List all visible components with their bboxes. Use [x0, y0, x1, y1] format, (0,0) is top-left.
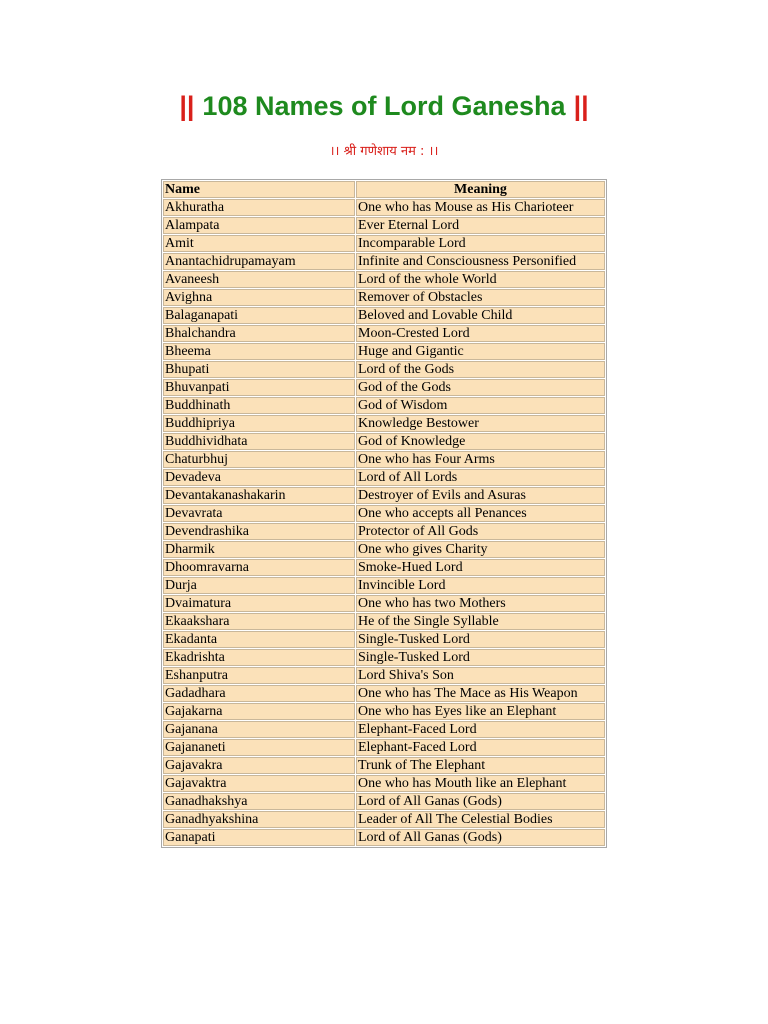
meaning-cell: God of the Gods — [356, 379, 605, 396]
meaning-cell: Single-Tusked Lord — [356, 631, 605, 648]
name-cell: Alampata — [163, 217, 355, 234]
meaning-cell: Single-Tusked Lord — [356, 649, 605, 666]
table-row — [163, 703, 605, 720]
name-cell: Gadadhara — [163, 685, 355, 702]
meaning-cell: One who has two Mothers — [356, 595, 605, 612]
name-cell: Devendrashika — [163, 523, 355, 540]
table-row — [163, 577, 605, 594]
name-cell: Ekadanta — [163, 631, 355, 648]
meaning-cell: One who has The Mace as His Weapon — [356, 685, 605, 702]
meaning-cell: Elephant-Faced Lord — [356, 721, 605, 738]
name-cell: Gajavaktra — [163, 775, 355, 792]
table-row — [163, 307, 605, 324]
meaning-cell: Knowledge Bestower — [356, 415, 605, 432]
name-cell: Dharmik — [163, 541, 355, 558]
name-cell: Ganadhakshya — [163, 793, 355, 810]
name-cell: Durja — [163, 577, 355, 594]
meaning-cell: Lord of All Ganas (Gods) — [356, 829, 605, 846]
name-cell: Ganapati — [163, 829, 355, 846]
name-cell: Avighna — [163, 289, 355, 306]
meaning-cell: Destroyer of Evils and Asuras — [356, 487, 605, 504]
table-row — [163, 469, 605, 486]
name-cell: Avaneesh — [163, 271, 355, 288]
table-row — [163, 289, 605, 306]
meaning-cell: God of Wisdom — [356, 397, 605, 414]
table-row — [163, 235, 605, 252]
table-row — [163, 829, 605, 846]
table-row — [163, 397, 605, 414]
table-row — [163, 685, 605, 702]
table-header-row — [163, 181, 605, 198]
name-cell: Dvaimatura — [163, 595, 355, 612]
table-row — [163, 559, 605, 576]
table-row — [163, 523, 605, 540]
meaning-cell: Huge and Gigantic — [356, 343, 605, 360]
meaning-cell: One who has Mouth like an Elephant — [356, 775, 605, 792]
table-row — [163, 415, 605, 432]
meaning-cell: Lord of the Gods — [356, 361, 605, 378]
table-row — [163, 739, 605, 756]
table-row — [163, 667, 605, 684]
table-row — [163, 271, 605, 288]
table-row — [163, 613, 605, 630]
meaning-cell: One who has Four Arms — [356, 451, 605, 468]
meaning-cell: Ever Eternal Lord — [356, 217, 605, 234]
meaning-cell: One who has Eyes like an Elephant — [356, 703, 605, 720]
meaning-cell: Lord Shiva's Son — [356, 667, 605, 684]
name-cell: Eshanputra — [163, 667, 355, 684]
name-cell: Bheema — [163, 343, 355, 360]
table-row — [163, 217, 605, 234]
name-cell: Balaganapati — [163, 307, 355, 324]
name-cell: Ekadrishta — [163, 649, 355, 666]
table-row — [163, 199, 605, 216]
meaning-cell: One who accepts all Penances — [356, 505, 605, 522]
name-cell: Buddhipriya — [163, 415, 355, 432]
name-cell: Amit — [163, 235, 355, 252]
table-row — [163, 361, 605, 378]
table-row — [163, 775, 605, 792]
table-row — [163, 595, 605, 612]
meaning-cell: Moon-Crested Lord — [356, 325, 605, 342]
table-row — [163, 631, 605, 648]
meaning-cell: He of the Single Syllable — [356, 613, 605, 630]
meaning-cell: Protector of All Gods — [356, 523, 605, 540]
meaning-cell: Leader of All The Celestial Bodies — [356, 811, 605, 828]
meaning-cell: Elephant-Faced Lord — [356, 739, 605, 756]
name-cell: Bhupati — [163, 361, 355, 378]
meaning-cell: Lord of All Lords — [356, 469, 605, 486]
table-row — [163, 721, 605, 738]
meaning-cell: God of Knowledge — [356, 433, 605, 450]
meaning-cell: Lord of the whole World — [356, 271, 605, 288]
table-row — [163, 379, 605, 396]
name-cell: Ekaakshara — [163, 613, 355, 630]
name-cell: Bhuvanpati — [163, 379, 355, 396]
table-row — [163, 811, 605, 828]
mantra-line: ।। श्री गणेशाय नम : ।। — [329, 144, 439, 159]
name-cell: Devantakanashakarin — [163, 487, 355, 504]
meaning-cell: Infinite and Consciousness Personified — [356, 253, 605, 270]
name-cell: Buddhinath — [163, 397, 355, 414]
table-row — [163, 343, 605, 360]
name-cell: Dhoomravarna — [163, 559, 355, 576]
table-row — [163, 757, 605, 774]
name-cell: Devavrata — [163, 505, 355, 522]
meaning-cell: Smoke-Hued Lord — [356, 559, 605, 576]
name-cell: Gajanana — [163, 721, 355, 738]
name-cell: Buddhividhata — [163, 433, 355, 450]
name-cell: Bhalchandra — [163, 325, 355, 342]
table-row — [163, 487, 605, 504]
table-row — [163, 253, 605, 270]
meaning-cell: One who gives Charity — [356, 541, 605, 558]
name-cell: Anantachidrupamayam — [163, 253, 355, 270]
name-cell: Gajananeti — [163, 739, 355, 756]
name-cell: Gajakarna — [163, 703, 355, 720]
header-name: Name — [163, 181, 355, 198]
table-row — [163, 433, 605, 450]
meaning-cell: One who has Mouse as His Charioteer — [356, 199, 605, 216]
name-cell: Devadeva — [163, 469, 355, 486]
table-row — [163, 649, 605, 666]
name-cell: Chaturbhuj — [163, 451, 355, 468]
table-row — [163, 793, 605, 810]
meaning-cell: Trunk of The Elephant — [356, 757, 605, 774]
meaning-cell: Remover of Obstacles — [356, 289, 605, 306]
meaning-cell: Lord of All Ganas (Gods) — [356, 793, 605, 810]
table-row — [163, 505, 605, 522]
title-right-mark: || — [573, 91, 589, 121]
names-table — [161, 179, 607, 848]
page-title — [0, 86, 768, 126]
name-cell: Ganadhyakshina — [163, 811, 355, 828]
table-row — [163, 541, 605, 558]
name-cell: Gajavakra — [163, 757, 355, 774]
table-body — [163, 199, 605, 846]
meaning-cell: Incomparable Lord — [356, 235, 605, 252]
table-row — [163, 451, 605, 468]
header-meaning: Meaning — [356, 181, 605, 198]
meaning-cell: Invincible Lord — [356, 577, 605, 594]
title-left-mark: || — [179, 91, 195, 121]
title-text: 108 Names of Lord Ganesha — [202, 91, 566, 121]
meaning-cell: Beloved and Lovable Child — [356, 307, 605, 324]
table-row — [163, 325, 605, 342]
name-cell: Akhuratha — [163, 199, 355, 216]
